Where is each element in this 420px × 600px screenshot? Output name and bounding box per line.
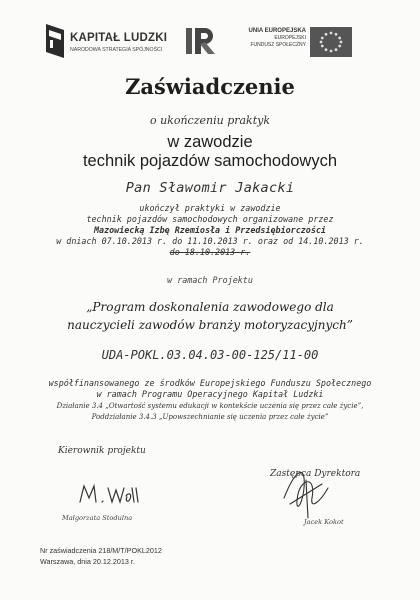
program-line-1: „Program doskonalenia zawodowego dla <box>86 300 334 314</box>
body-line-3: Mazowiecką Izbę Rzemiosła i Przedsiębiorczości <box>94 225 326 235</box>
profession-line-2: technik pojazdów samochodowych <box>82 152 338 170</box>
right-signatory-name: Jacek Kokot <box>304 518 344 526</box>
project-code: UDA-POKL.03.04.03-00-125/11-00 <box>101 348 319 362</box>
eu-logo-text <box>249 28 306 49</box>
irp-logo-icon <box>184 24 218 58</box>
action-line-2: Poddziałanie 3.4.3 „Upowszechnianie się uczenia przez całe życie” <box>91 413 329 421</box>
right-signature-mark <box>276 458 336 520</box>
right-signatory-role: Zastępca Dyrektora <box>270 469 361 479</box>
body-line-4: w dniach 07.10.2013 r. do 11.10.2013 r. oraz od 14.10.2013 r. <box>56 236 364 246</box>
framework-label: w ramach Projektu <box>167 275 253 285</box>
place-and-date: Warszawa, dnia 20.12.2013 r. <box>40 557 135 566</box>
kapital-ludzki-title: KAPITAŁ LUDZKI <box>70 32 168 44</box>
left-signature-mark <box>78 482 142 506</box>
eu-logo-line3: FUNDUSZ SPOŁECZNY <box>250 42 306 48</box>
body-line-5 <box>0 247 420 257</box>
kapital-ludzki-logo <box>46 22 176 62</box>
certificate-title: Zaświadczenie <box>125 74 295 99</box>
eu-logo-line1: UNIA EUROPEJSKA <box>248 28 306 34</box>
program-line-2: nauczycieli zawodów branży motoryzacyjnych” <box>67 318 353 332</box>
recipient-name: Pan Sławomir Jakacki <box>125 180 295 196</box>
left-signatory-role: Kierownik projektu <box>58 446 146 456</box>
left-signatory-name: Małgorzata Stodulna <box>62 514 133 522</box>
eu-flag-icon <box>310 27 352 57</box>
action-line-1: Działanie 3.4 „Otwartość systemu edukacji w kontekście uczenia się przez całe życie”, <box>56 402 364 410</box>
eu-logo-line2: EUROPEJSKI <box>274 35 306 41</box>
funding-line-2: w ramach Programu Operacyjnego Kapitał Ludzki <box>96 389 324 399</box>
body-line-2: technik pojazdów samochodowych organizowane przez <box>86 214 334 224</box>
body-line-5-text: do 18.10.2013 r. <box>169 247 251 257</box>
funding-line-1: współfinansowanego ze środków Europejskiego Funduszu Społecznego <box>48 378 372 388</box>
kapital-ludzki-emblem-icon <box>46 24 64 58</box>
body-line-1: ukończył praktyki w zawodzie <box>139 203 281 213</box>
kapital-ludzki-subtitle: NARODOWA STRATEGIA SPÓJNOŚCI <box>70 47 163 53</box>
eu-logo <box>248 27 352 59</box>
profession-line-1: w zawodzie <box>167 133 253 151</box>
certificate-number: Nr zaświadczenia 218/M/T/POKL2012 <box>40 546 162 555</box>
certificate-subtitle: o ukończeniu praktyk <box>149 114 271 127</box>
